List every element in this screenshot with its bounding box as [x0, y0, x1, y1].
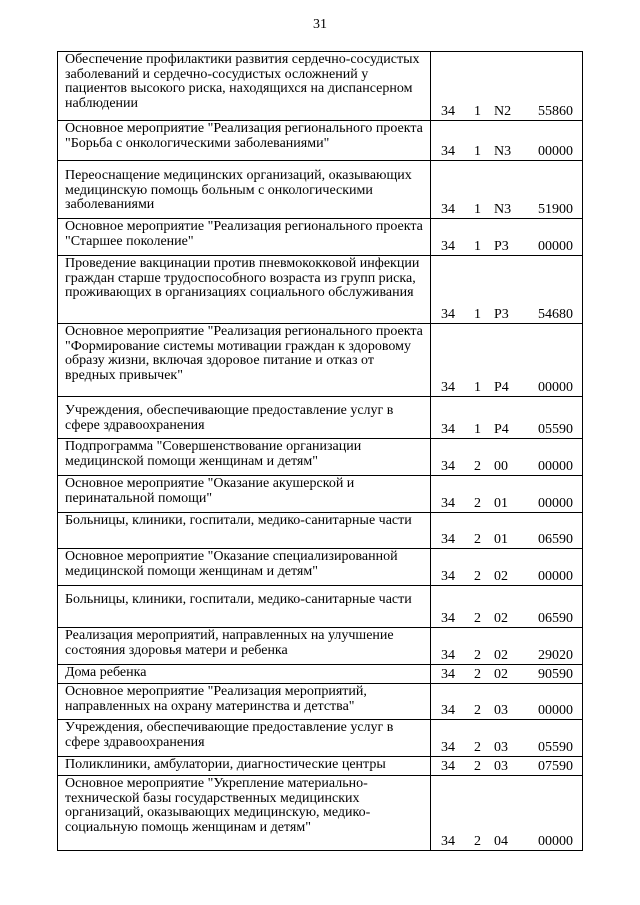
- code-program: 34: [441, 495, 455, 511]
- table-row: [58, 476, 583, 513]
- code-program: 34: [441, 379, 455, 395]
- code-direction: 00000: [538, 495, 573, 511]
- code-program: 34: [441, 201, 455, 217]
- code-program: 34: [441, 458, 455, 474]
- row-codes: [431, 684, 583, 720]
- code-program: 34: [441, 421, 455, 437]
- code-event: N2: [494, 103, 512, 119]
- code-program: 34: [441, 143, 455, 159]
- code-direction: 00000: [538, 568, 573, 584]
- code-direction: 00000: [538, 702, 573, 718]
- code-program: 34: [441, 568, 455, 584]
- page-number: 31: [313, 17, 327, 32]
- table-row: [58, 776, 583, 851]
- code-event: 00: [494, 458, 508, 474]
- code-direction: 00000: [538, 379, 573, 395]
- code-event: 02: [494, 666, 508, 682]
- code-program: 34: [441, 238, 455, 254]
- table-row: [58, 665, 583, 684]
- code-event: 01: [494, 495, 508, 511]
- code-direction: 00000: [538, 238, 573, 254]
- code-event: P4: [494, 421, 509, 437]
- code-direction: 07590: [538, 758, 573, 774]
- budget-classification-table: [57, 51, 583, 851]
- row-codes: [431, 161, 583, 219]
- row-codes: [431, 586, 583, 628]
- code-subprogram: 2: [474, 702, 481, 718]
- code-subprogram: 2: [474, 647, 481, 663]
- code-subprogram: 2: [474, 739, 481, 755]
- code-event: P4: [494, 379, 509, 395]
- table-row: [58, 161, 583, 219]
- table-row: [58, 720, 583, 757]
- row-name: Учреждения, обеспечивающие предоставление услуг в сфере здравоохранения: [58, 397, 431, 439]
- code-program: 34: [441, 306, 455, 322]
- row-name: Основное мероприятие "Реализация регионального проекта "Старшее поколение": [58, 219, 431, 256]
- code-subprogram: 2: [474, 458, 481, 474]
- code-direction: 00000: [538, 458, 573, 474]
- code-event: 02: [494, 647, 508, 663]
- row-name: Основное мероприятие "Оказание специализированной медицинской помощи женщинам и детям": [58, 549, 431, 586]
- code-direction: 06590: [538, 531, 573, 547]
- code-event: P3: [494, 238, 509, 254]
- row-name: Переоснащение медицинских организаций, оказывающих медицинскую помощь больным с онкологическими заболеваниями: [58, 161, 431, 219]
- code-subprogram: 1: [474, 201, 481, 217]
- row-codes: [431, 720, 583, 757]
- table-row: [58, 628, 583, 665]
- code-event: N3: [494, 143, 512, 159]
- row-codes: [431, 256, 583, 324]
- code-program: 34: [441, 833, 455, 849]
- code-event: 04: [494, 833, 508, 849]
- row-codes: [431, 476, 583, 513]
- row-name: Основное мероприятие "Реализация регионального проекта "Борьба с онкологическими заболеваниями": [58, 121, 431, 161]
- code-program: 34: [441, 610, 455, 626]
- row-name: Учреждения, обеспечивающие предоставление услуг в сфере здравоохранения: [58, 720, 431, 757]
- row-codes: [431, 513, 583, 549]
- row-codes: [431, 324, 583, 397]
- row-codes: [431, 665, 583, 684]
- code-subprogram: 2: [474, 495, 481, 511]
- row-name: Обеспечение профилактики развития сердечно-сосудистых заболеваний и сердечно-сосудистых осложнений у пациентов высокого риска, находящихся на диспансерном наблюдении: [58, 52, 431, 121]
- code-program: 34: [441, 666, 455, 682]
- code-direction: 06590: [538, 610, 573, 626]
- code-event: 02: [494, 568, 508, 584]
- row-codes: [431, 397, 583, 439]
- table-row: [58, 757, 583, 776]
- code-program: 34: [441, 647, 455, 663]
- code-subprogram: 1: [474, 143, 481, 159]
- code-subprogram: 2: [474, 758, 481, 774]
- code-subprogram: 1: [474, 103, 481, 119]
- table-row: [58, 439, 583, 476]
- code-program: 34: [441, 531, 455, 547]
- row-codes: [431, 52, 583, 121]
- code-direction: 05590: [538, 421, 573, 437]
- table-row: [58, 586, 583, 628]
- code-subprogram: 1: [474, 421, 481, 437]
- row-name: Больницы, клиники, госпитали, медико-санитарные части: [58, 586, 431, 628]
- code-subprogram: 1: [474, 306, 481, 322]
- code-subprogram: 2: [474, 610, 481, 626]
- table-row: [58, 219, 583, 256]
- row-codes: [431, 776, 583, 851]
- code-subprogram: 1: [474, 379, 481, 395]
- row-name: Больницы, клиники, госпитали, медико-санитарные части: [58, 513, 431, 549]
- code-direction: 54680: [538, 306, 573, 322]
- row-name: Основное мероприятие "Оказание акушерской и перинатальной помощи": [58, 476, 431, 513]
- code-direction: 55860: [538, 103, 573, 119]
- code-event: 01: [494, 531, 508, 547]
- code-direction: 90590: [538, 666, 573, 682]
- code-direction: 05590: [538, 739, 573, 755]
- row-name: Основное мероприятие "Реализация мероприятий, направленных на охрану материнства и детства": [58, 684, 431, 720]
- table-row: [58, 324, 583, 397]
- code-program: 34: [441, 758, 455, 774]
- row-codes: [431, 219, 583, 256]
- code-event: 03: [494, 739, 508, 755]
- table-row: [58, 397, 583, 439]
- table-row: [58, 256, 583, 324]
- table-row: [58, 549, 583, 586]
- row-name: Основное мероприятие "Укрепление материально-технической базы государственных медицинских организаций, оказывающих медицинскую, медико-социальную помощь женщинам и детям": [58, 776, 431, 851]
- code-program: 34: [441, 103, 455, 119]
- code-event: 02: [494, 610, 508, 626]
- row-codes: [431, 628, 583, 665]
- code-event: 03: [494, 758, 508, 774]
- code-subprogram: 1: [474, 238, 481, 254]
- row-codes: [431, 121, 583, 161]
- row-name: Поликлиники, амбулатории, диагностические центры: [58, 757, 431, 776]
- code-event: P3: [494, 306, 509, 322]
- code-subprogram: 2: [474, 666, 481, 682]
- code-direction: 00000: [538, 143, 573, 159]
- code-subprogram: 2: [474, 568, 481, 584]
- row-name: Реализация мероприятий, направленных на улучшение состояния здоровья матери и ребенка: [58, 628, 431, 665]
- code-event: N3: [494, 201, 512, 217]
- table-row: [58, 121, 583, 161]
- row-codes: [431, 439, 583, 476]
- row-name: Дома ребенка: [58, 665, 431, 684]
- row-name: Основное мероприятие "Реализация регионального проекта "Формирование системы мотивации граждан к здоровому образу жизни, включая здоровое питание и отказ от вредных привычек": [58, 324, 431, 397]
- row-codes: [431, 549, 583, 586]
- code-event: 03: [494, 702, 508, 718]
- table-row: [58, 513, 583, 549]
- code-direction: 51900: [538, 201, 573, 217]
- code-program: 34: [441, 702, 455, 718]
- table-row: [58, 684, 583, 720]
- code-direction: 29020: [538, 647, 573, 663]
- code-subprogram: 2: [474, 833, 481, 849]
- code-program: 34: [441, 739, 455, 755]
- row-codes: [431, 757, 583, 776]
- code-subprogram: 2: [474, 531, 481, 547]
- row-name: Проведение вакцинации против пневмококковой инфекции граждан старше трудоспособного возраста из групп риска, проживающих в организациях социального обслуживания: [58, 256, 431, 324]
- row-name: Подпрограмма "Совершенствование организации медицинской помощи женщинам и детям": [58, 439, 431, 476]
- code-direction: 00000: [538, 833, 573, 849]
- table-row: [58, 52, 583, 121]
